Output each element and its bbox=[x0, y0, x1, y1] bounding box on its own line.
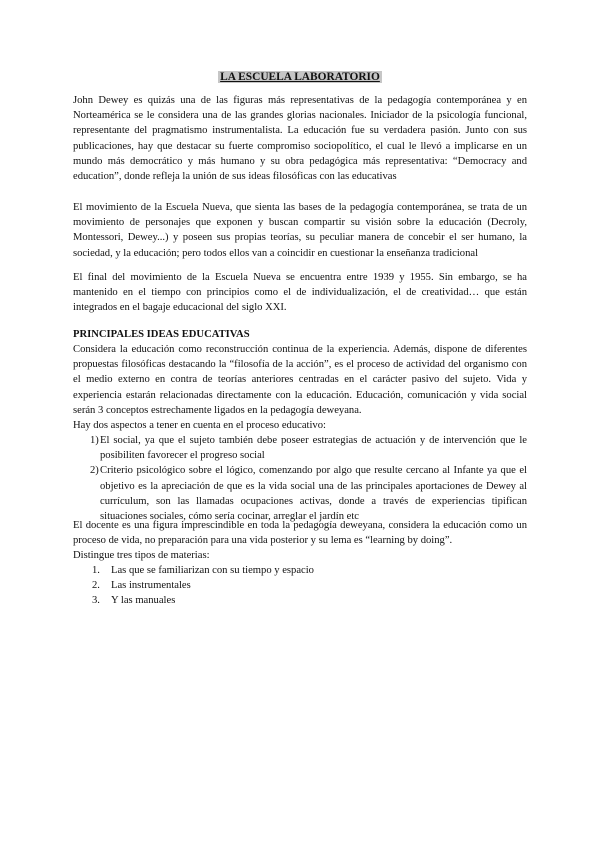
list-number: 1. bbox=[92, 565, 100, 576]
paragraph-types-intro: Distingue tres tipos de materias: bbox=[73, 550, 210, 561]
types-list bbox=[73, 563, 527, 609]
list-text: El social, ya que el sujeto también debe poseer estrategias de actuación y de intervención que le posibiliten favorecer el progreso social bbox=[100, 435, 527, 462]
list-text: Criterio psicológico sobre el lógico, comenzando por algo que resulte cercano al Infante ya que el objetivo es la apreciación de que es la vida social una de las principales aportaciones de Dewey al currículum, son las llamadas ocupaciones activas, donde a través de experiencias tipifican situaciones sociales, cómo sería cocinar, arreglar el jardín etc bbox=[100, 465, 527, 523]
list-text: Y las manuales bbox=[111, 595, 176, 607]
paragraph-ideas: Considera la educación como reconstrucción continua de la experiencia. Además, dispone de diferentes propuestas filosóficas destacando la “filosofía de la acción”, es el proceso de actividad del organismo con el medio externo en contra de teorías anteriores centradas en el carácter pasivo del sujeto. Vida y experiencia estarán relacionadas directamente con la educación. Educación, comunicación y vida social serán 3 conceptos estrechamente ligados en la pedagogía deweyana. bbox=[73, 344, 527, 416]
list-text: Las que se familiarizan con su tiempo y espacio bbox=[111, 565, 314, 576]
list-item bbox=[73, 593, 527, 608]
list-text: Las instrumentales bbox=[111, 580, 191, 592]
section-heading: PRINCIPALES IDEAS EDUCATIVAS bbox=[73, 329, 250, 340]
list-number: 3. bbox=[92, 595, 100, 607]
list-item bbox=[73, 433, 527, 463]
list-item bbox=[73, 578, 527, 593]
list-number: 2) bbox=[90, 465, 99, 477]
paragraph-dewey-intro: John Dewey es quizás una de las figuras más representativas de la pedagogía contemporánea y en Norteamérica se le considera una de las grandes glorias nacionales. Iniciador de la psicología funcional, representante del pragmatismo instrumentalista. La educación fue su verdadera pasión. Junto con sus publicaciones, hay que destacar su fuerte compromiso sociopolítico, el cual le llevó a implicarse en un mundo más democrático y más humano y su obra pedagógica más representativa: “Democracy and education”, donde refleja la unión de sus ideas filosóficas con las educativas bbox=[73, 95, 527, 183]
list-item bbox=[73, 563, 527, 578]
aspects-list bbox=[73, 433, 527, 524]
list-number: 2. bbox=[92, 580, 100, 592]
paragraph-escuela-nueva: El movimiento de la Escuela Nueva, que sienta las bases de la pedagogía contemporánea, se trata de un movimiento de personajes que exponen y buscan compartir su visión sobre la educación (Decroly, Montessori, Dewey...) y poseen sus propias teorías, su peculiar manera de concebir el ser humano, la sociedad, y la educación; pero todos ellos van a coincidir en cuestionar la enseñanza tradicional bbox=[73, 202, 527, 259]
document-title bbox=[0, 70, 600, 85]
list-item bbox=[73, 463, 527, 524]
paragraph-aspects-intro: Hay dos aspectos a tener en cuenta en el proceso educativo: bbox=[73, 420, 326, 431]
paragraph-escuela-nueva-end: El final del movimiento de la Escuela Nueva se encuentra entre 1939 y 1955. Sin embargo, se ha mantenido en el tiempo con principios como el de individualización, el de creatividad… que están integrados en el bagaje educacional del siglo XXI. bbox=[73, 272, 527, 314]
paragraph-teacher: El docente es una figura imprescindible en toda la pedagogía deweyana, considera la educación como un proceso de vida, no preparación para una vida posterior y su lema es “learning by doing”. bbox=[73, 520, 527, 547]
document-title-text: LA ESCUELA LABORATORIO bbox=[220, 71, 380, 83]
list-number: 1) bbox=[90, 435, 99, 446]
